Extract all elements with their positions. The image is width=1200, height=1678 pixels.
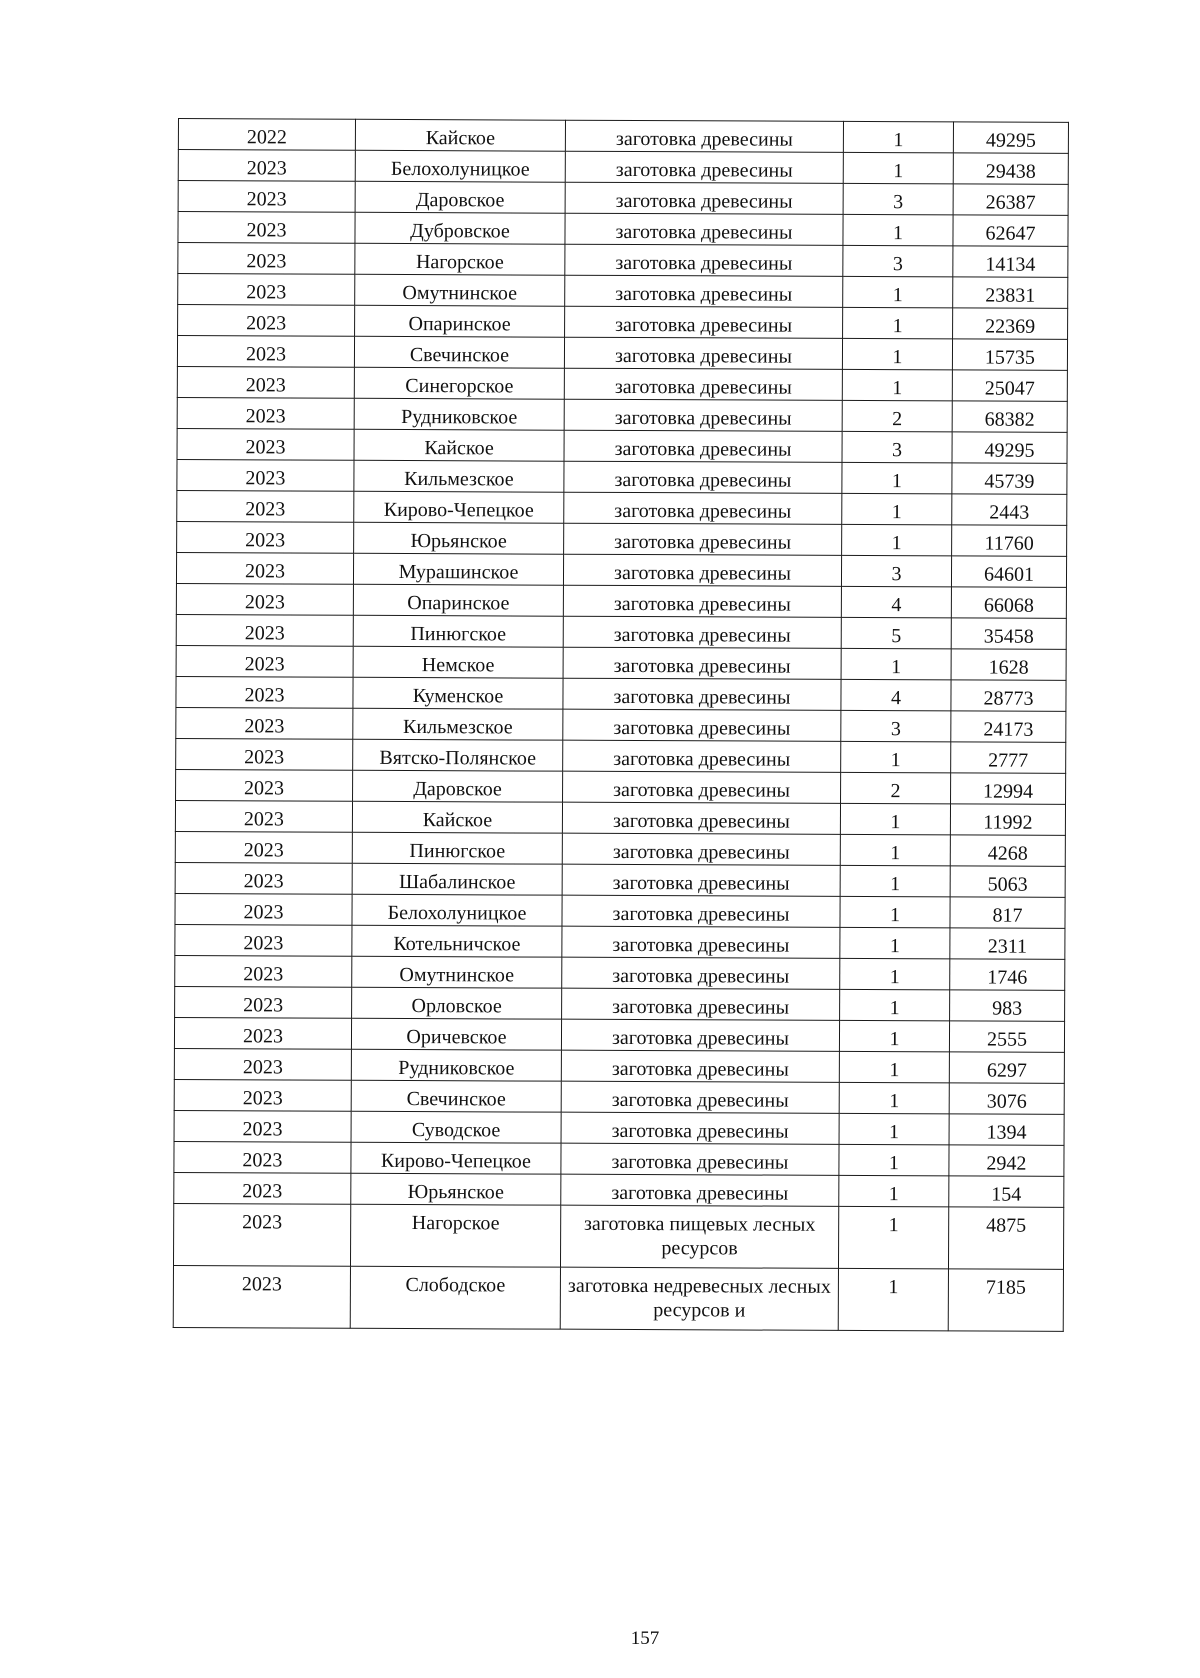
activity-cell: заготовка древесины [563,740,841,772]
year-cell: 2023 [176,583,353,615]
forestry-cell: Опаринское [353,584,563,616]
year-cell: 2023 [173,1203,350,1266]
activity-cell: заготовка древесины [563,585,841,617]
year-cell: 2023 [173,1265,350,1328]
activity-cell: заготовка древесины [562,802,840,834]
count-cell: 4 [841,586,951,617]
forestry-cell: Пинюгское [353,615,563,647]
area-cell: 1394 [949,1114,1064,1146]
activity-cell: заготовка древесины [565,306,843,338]
table-row [175,893,1065,928]
activity-cell: заготовка древесины [561,1112,839,1144]
table-row [176,583,1066,618]
table-row [175,955,1065,990]
table-row [178,305,1068,340]
count-cell: 1 [840,927,950,958]
count-cell: 1 [840,896,950,927]
count-cell: 2 [841,772,951,803]
year-cell: 2023 [177,428,354,460]
forestry-cell: Юрьянское [354,522,564,554]
forestry-cell: Опаринское [355,305,565,337]
forestry-cell: Даровское [355,181,565,213]
area-cell: 68382 [952,401,1067,433]
page-number: 157 [630,1628,660,1649]
activity-cell: заготовка древесины [561,1174,839,1206]
count-cell: 1 [842,524,952,555]
activity-cell: заготовка древесины [561,1050,839,1082]
year-cell: 2023 [177,459,354,491]
area-cell: 14134 [953,246,1068,278]
table-row [177,428,1067,463]
activity-cell: заготовка древесины [564,523,842,555]
forestry-cell: Рудниковское [351,1049,561,1081]
forestry-cell: Кирово-Чепецкое [351,1142,561,1174]
forestry-cell: Даровское [353,770,563,802]
activity-cell: заготовка древесины [564,461,842,493]
count-cell: 2 [842,400,952,431]
count-cell: 1 [842,338,952,369]
year-cell: 2023 [174,1048,351,1080]
count-cell: 4 [841,679,951,710]
area-cell: 6297 [949,1052,1064,1084]
activity-cell: заготовка древесины [563,709,841,741]
area-cell: 29438 [953,153,1068,185]
area-cell: 25047 [952,370,1067,402]
count-cell: 1 [841,741,951,772]
table-row [174,1110,1064,1145]
activity-cell: заготовка древесины [563,678,841,710]
count-cell: 1 [840,834,950,865]
area-cell: 23831 [953,277,1068,309]
forestry-cell: Оричевское [351,1018,561,1050]
forestry-cell: Куменское [353,677,563,709]
table-row [175,800,1065,835]
table-row [178,150,1068,185]
year-cell: 2023 [178,181,355,213]
count-cell: 1 [842,462,952,493]
table-row [176,552,1066,587]
table-row [176,738,1066,773]
count-cell: 5 [841,617,951,648]
year-cell: 2023 [174,1110,351,1142]
activity-cell: заготовка древесины [565,120,843,152]
area-cell: 49295 [953,122,1068,154]
count-cell: 1 [839,1082,949,1113]
year-cell: 2023 [178,212,355,244]
area-cell: 2777 [951,742,1066,774]
count-cell: 1 [839,1113,949,1144]
count-cell: 1 [840,989,950,1020]
activity-cell: заготовка древесины [564,368,842,400]
year-cell: 2023 [176,614,353,646]
activity-cell: заготовка древесины [565,182,843,214]
area-cell: 26387 [953,184,1068,216]
area-cell: 11992 [950,804,1065,836]
year-cell: 2023 [176,552,353,584]
count-cell: 3 [843,183,953,214]
count-cell: 1 [840,803,950,834]
activity-cell: заготовка древесины [561,1081,839,1113]
activity-cell: заготовка древесины [565,213,843,245]
forestry-cell: Кирово-Чепецкое [354,491,564,523]
table-row [177,397,1067,432]
count-cell: 1 [843,214,953,245]
activity-cell: заготовка древесины [562,988,840,1020]
area-cell: 15735 [952,339,1067,371]
forestry-cell: Юрьянское [351,1173,561,1205]
year-cell: 2023 [176,676,353,708]
forestry-cell: Шабалинское [352,863,562,895]
year-cell: 2023 [175,893,352,925]
table-row [174,1048,1064,1083]
table-row [175,924,1065,959]
count-cell: 1 [842,493,952,524]
table-row [175,831,1065,866]
year-cell: 2023 [177,336,354,368]
table-row [175,986,1065,1021]
activity-cell: заготовка древесины [565,244,843,276]
forestry-cell: Слободское [350,1266,560,1329]
activity-cell: заготовка древесины [562,833,840,865]
area-cell: 1746 [950,959,1065,991]
forestry-cell: Суводское [351,1111,561,1143]
area-cell: 2555 [949,1021,1064,1053]
forestry-cell: Белохолуницкое [352,894,562,926]
year-cell: 2023 [174,1079,351,1111]
count-cell: 1 [839,1051,949,1082]
forestry-cell: Пинюгское [352,832,562,864]
year-cell: 2023 [178,243,355,275]
year-cell: 2023 [174,1017,351,1049]
table-row [177,521,1067,556]
table-row [178,274,1068,309]
year-cell: 2022 [178,119,355,151]
table-row [174,1172,1064,1207]
activity-cell: заготовка древесины [564,430,842,462]
area-cell: 2443 [952,494,1067,526]
area-cell: 5063 [950,866,1065,898]
count-cell: 1 [838,1206,948,1268]
table-row [174,1079,1064,1114]
year-cell: 2023 [176,707,353,739]
count-cell: 1 [839,1175,949,1206]
table-row [178,243,1068,278]
table-row [173,1203,1063,1269]
table-row [176,707,1066,742]
year-cell: 2023 [174,1172,351,1204]
year-cell: 2023 [177,490,354,522]
forestry-cell: Синегорское [354,367,564,399]
count-cell: 1 [839,1020,949,1051]
table-row [174,1141,1064,1176]
forestry-cell: Рудниковское [354,398,564,430]
area-cell: 11760 [952,525,1067,557]
table-row [176,769,1066,804]
count-cell: 1 [843,152,953,183]
year-cell: 2023 [175,800,352,832]
count-cell: 1 [842,369,952,400]
year-cell: 2023 [175,955,352,987]
table-row [178,181,1068,216]
activity-cell: заготовка древесины [562,895,840,927]
area-cell: 2311 [950,928,1065,960]
activity-cell: заготовка древесины [564,492,842,524]
year-cell: 2023 [175,924,352,956]
area-cell: 4268 [950,835,1065,867]
forestry-cell: Мурашинское [353,553,563,585]
area-cell: 22369 [953,308,1068,340]
area-cell: 7185 [948,1269,1063,1332]
table-row [174,1017,1064,1052]
activity-cell: заготовка недревесных лесных ресурсов и [560,1267,838,1330]
year-cell: 2023 [177,366,354,398]
activity-cell: заготовка древесины [561,1019,839,1051]
year-cell: 2023 [175,986,352,1018]
forestry-cell: Немское [353,646,563,678]
year-cell: 2023 [175,862,352,894]
area-cell: 35458 [951,618,1066,650]
activity-cell: заготовка древесины [565,151,843,183]
forestry-cell: Кайское [352,801,562,833]
activity-cell: заготовка древесины [563,647,841,679]
area-cell: 2942 [949,1145,1064,1177]
count-cell: 1 [840,958,950,989]
count-cell: 1 [838,1268,948,1330]
activity-cell: заготовка древесины [564,337,842,369]
area-cell: 49295 [952,432,1067,464]
count-cell: 1 [843,307,953,338]
forestry-cell: Кайское [354,429,564,461]
activity-cell: заготовка древесины [562,926,840,958]
area-cell: 1628 [951,649,1066,681]
area-cell: 3076 [949,1083,1064,1115]
table-row [176,614,1066,649]
area-cell: 12994 [951,773,1066,805]
forestry-cell: Орловское [352,987,562,1019]
count-cell: 1 [843,121,953,152]
activity-cell: заготовка древесины [565,275,843,307]
forestry-cell: Кайское [355,119,565,151]
forestry-cell: Омутнинское [352,956,562,988]
year-cell: 2023 [178,305,355,337]
area-cell: 64601 [951,556,1066,588]
forest-use-table [173,118,1069,1332]
forestry-cell: Вятско-Полянское [353,739,563,771]
table-row [175,862,1065,897]
count-cell: 3 [843,245,953,276]
activity-cell: заготовка древесины [563,554,841,586]
forestry-cell: Кильмезское [354,460,564,492]
count-cell: 3 [842,431,952,462]
table-row [178,212,1068,247]
area-cell: 66068 [951,587,1066,619]
forestry-cell: Омутнинское [355,274,565,306]
count-cell: 1 [841,648,951,679]
table-row [177,459,1067,494]
year-cell: 2023 [174,1141,351,1173]
table-row [173,1265,1063,1331]
year-cell: 2023 [175,831,352,863]
area-cell: 154 [949,1176,1064,1208]
forestry-cell: Кильмезское [353,708,563,740]
year-cell: 2023 [176,645,353,677]
activity-cell: заготовка древесины [562,957,840,989]
area-cell: 24173 [951,711,1066,743]
activity-cell: заготовка пищевых лесных ресурсов [560,1205,838,1268]
count-cell: 3 [841,555,951,586]
table-row [177,366,1067,401]
count-cell: 1 [839,1144,949,1175]
forestry-cell: Свечинское [354,336,564,368]
year-cell: 2023 [177,521,354,553]
forestry-cell: Белохолуницкое [355,150,565,182]
year-cell: 2023 [178,274,355,306]
area-cell: 45739 [952,463,1067,495]
table-body [173,119,1068,1332]
activity-cell: заготовка древесины [561,1143,839,1175]
count-cell: 3 [841,710,951,741]
table-row [177,336,1067,371]
area-cell: 62647 [953,215,1068,247]
forestry-cell: Нагорское [350,1204,560,1267]
table-row [178,119,1068,154]
forestry-cell: Свечинское [351,1080,561,1112]
area-cell: 983 [950,990,1065,1022]
year-cell: 2023 [178,150,355,182]
count-cell: 1 [843,276,953,307]
area-cell: 4875 [948,1207,1063,1270]
activity-cell: заготовка древесины [562,864,840,896]
table-row [177,490,1067,525]
table-row [176,676,1066,711]
activity-cell: заготовка древесины [563,771,841,803]
year-cell: 2023 [176,738,353,770]
forestry-cell: Дубровское [355,212,565,244]
area-cell: 817 [950,897,1065,929]
activity-cell: заготовка древесины [563,616,841,648]
year-cell: 2023 [177,397,354,429]
count-cell: 1 [840,865,950,896]
forestry-cell: Нагорское [355,243,565,275]
area-cell: 28773 [951,680,1066,712]
forestry-cell: Котельничское [352,925,562,957]
year-cell: 2023 [176,769,353,801]
table-row [176,645,1066,680]
activity-cell: заготовка древесины [564,399,842,431]
